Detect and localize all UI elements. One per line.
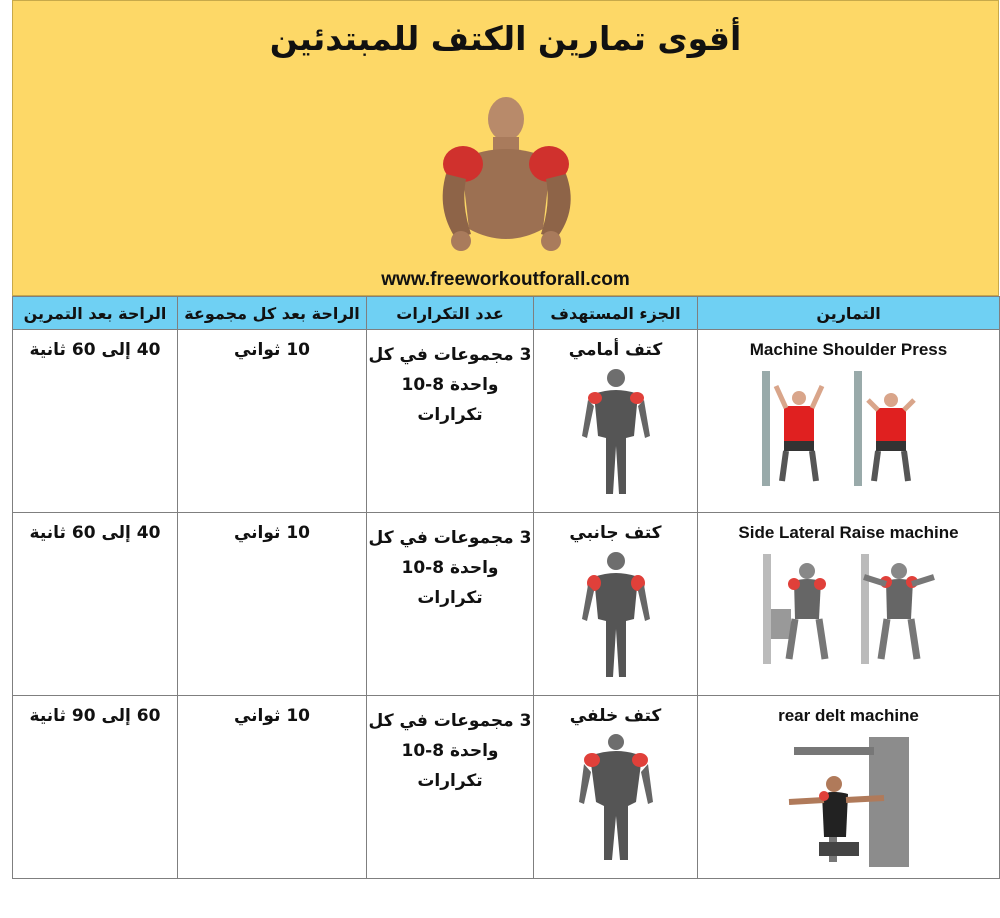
target-label: كتف جانبي	[569, 523, 662, 543]
reps-cell	[367, 696, 534, 879]
exercise-cell	[698, 513, 1000, 696]
reps-line-2: واحدة 8-10 تكرارات	[401, 375, 499, 425]
rest-set-cell	[178, 330, 367, 513]
target-label: كتف أمامي	[568, 340, 663, 360]
header-reps: عدد التكرارات	[367, 297, 534, 330]
table-header-row	[13, 297, 1000, 330]
infographic	[12, 0, 1000, 918]
lateral-raise-machine-illustration	[749, 549, 949, 674]
header-banner	[12, 0, 999, 296]
table-row	[13, 330, 1000, 513]
reps-cell	[367, 330, 534, 513]
rest-exercise-value: 40 إلى 60 ثانية	[29, 340, 161, 360]
rest-exercise-cell	[13, 330, 178, 513]
target-cell	[534, 513, 698, 696]
bodybuilder-illustration	[431, 89, 581, 259]
shoulder-press-machine-illustration	[754, 366, 944, 491]
front-anatomy-figure	[576, 366, 656, 496]
header-rest-set: الراحة بعد كل مجموعة	[178, 297, 367, 330]
target-label: كتف خلفي	[569, 706, 662, 726]
header-exercises: التمارين	[698, 297, 1000, 330]
side-anatomy-figure	[576, 549, 656, 679]
website-url: www.freeworkoutforall.com	[381, 269, 630, 290]
exercise-name: rear delt machine	[778, 706, 919, 725]
back-anatomy-figure	[576, 732, 656, 862]
rest-set-cell	[178, 513, 367, 696]
target-cell	[534, 696, 698, 879]
rest-set-value: 10 ثواني	[233, 523, 311, 543]
rest-exercise-cell	[13, 696, 178, 879]
reps-line-1: 3 مجموعات في كل	[368, 711, 532, 731]
exercise-cell	[698, 330, 1000, 513]
exercise-table	[12, 296, 1000, 879]
rear-delt-machine-illustration	[774, 732, 924, 872]
table-row	[13, 696, 1000, 879]
rest-set-cell	[178, 696, 367, 879]
rest-exercise-value: 40 إلى 60 ثانية	[29, 523, 161, 543]
rest-exercise-cell	[13, 513, 178, 696]
target-cell	[534, 330, 698, 513]
reps-cell	[367, 513, 534, 696]
reps-line-2: واحدة 8-10 تكرارات	[401, 741, 499, 791]
table-row	[13, 513, 1000, 696]
rest-set-value: 10 ثواني	[233, 706, 311, 726]
exercise-name: Side Lateral Raise machine	[738, 523, 959, 542]
reps-line-1: 3 مجموعات في كل	[368, 345, 532, 365]
exercise-cell	[698, 696, 1000, 879]
reps-line-2: واحدة 8-10 تكرارات	[401, 558, 499, 608]
header-target: الجزء المستهدف	[534, 297, 698, 330]
reps-line-1: 3 مجموعات في كل	[368, 528, 532, 548]
header-rest-exercise: الراحة بعد التمرين	[13, 297, 178, 330]
exercise-name: Machine Shoulder Press	[749, 340, 948, 359]
rest-set-value: 10 ثواني	[233, 340, 311, 360]
page-title: أقوى تمارين الكتف للمبتدئين	[269, 19, 742, 58]
rest-exercise-value: 60 إلى 90 ثانية	[29, 706, 161, 726]
